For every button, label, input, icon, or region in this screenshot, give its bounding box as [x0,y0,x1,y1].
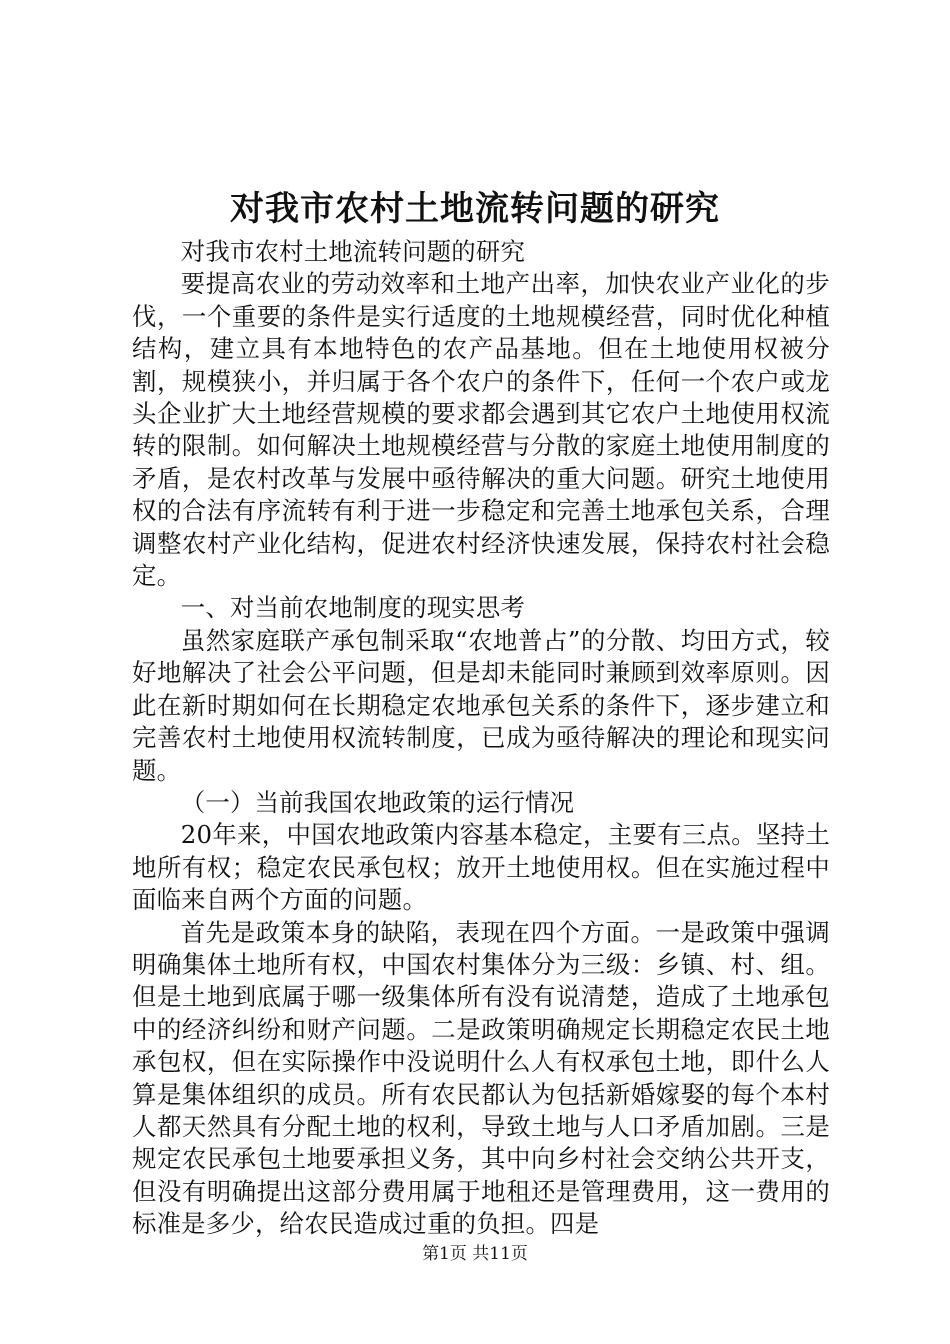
paragraph-intro: 要提高农业的劳动效率和土地产出率，加快农业产业化的步伐，一个重要的条件是实行适度的土地规模经营，同时优化种植结构，建立具有本地特色的农产品基地。但在土地使用权被分割，规模狭小，并归属于各个农户的条件下，任何一个农户或龙头企业扩大土地经营规模的要求都会遇到其它农户土地使用权流转的限制。如何解决土地规模经营与分散的家庭土地使用制度的矛盾，是农村改革与发展中亟待解决的重大问题。研究土地使用权的合法有序流转有利于进一步稳定和完善土地承包关系，合理调整农村产业化结构，促进农村经济快速发展，保持农村社会稳定。 [132,269,830,591]
document-body [132,236,830,1241]
paragraph-defects: 首先是政策本身的缺陷，表现在四个方面。一是政策中强调明确集体土地所有权，中国农村集体分为三级：乡镇、村、组。但是土地到底属于哪一级集体所有没有说清楚，造成了土地承包中的经济纠纷和财产问题。二是政策明确规定长期稳定农民土地承包权，但在实际操作中没说明什么人有权承包土地，即什么人算是集体组织的成员。所有农民都认为包括新婚嫁娶的每个本村人都天然具有分配土地的权利，导致土地与人口矛盾加剧。三是规定农民承包土地要承担义务，其中向乡村社会交纳公共开支，但没有明确提出这部分费用属于地租还是管理费用，这一费用的标准是多少，给农民造成过重的负担。四是 [132,917,830,1239]
subsection-heading-1: （一）当前我国农地政策的运行情况 [180,787,575,817]
paragraph-subtitle: 对我市农村土地流转问题的研究 [180,237,526,266]
paragraph-policy: 20年来，中国农地政策内容基本稳定，主要有三点。坚持土地所有权；稳定农民承包权；放开土地使用权。但在实施过程中面临来自两个方面的问题。 [132,820,830,915]
section-heading-1: 一、对当前农地制度的现实思考 [180,593,526,623]
paragraph-section-1: 虽然家庭联产承包制采取“农地普占”的分散、均田方式，较好地解决了社会公平问题，但是却未能同时兼顾到效率原则。因此在新时期如何在长期稳定农地承包关系的条件下，逐步建立和完善农村土地使用权流转制度，已成为亟待解决的理论和现实问题。 [132,625,830,785]
page-footer: 第1页 共11页 [422,1244,528,1264]
document-title: 对我市农村土地流转问题的研究 [230,189,720,229]
